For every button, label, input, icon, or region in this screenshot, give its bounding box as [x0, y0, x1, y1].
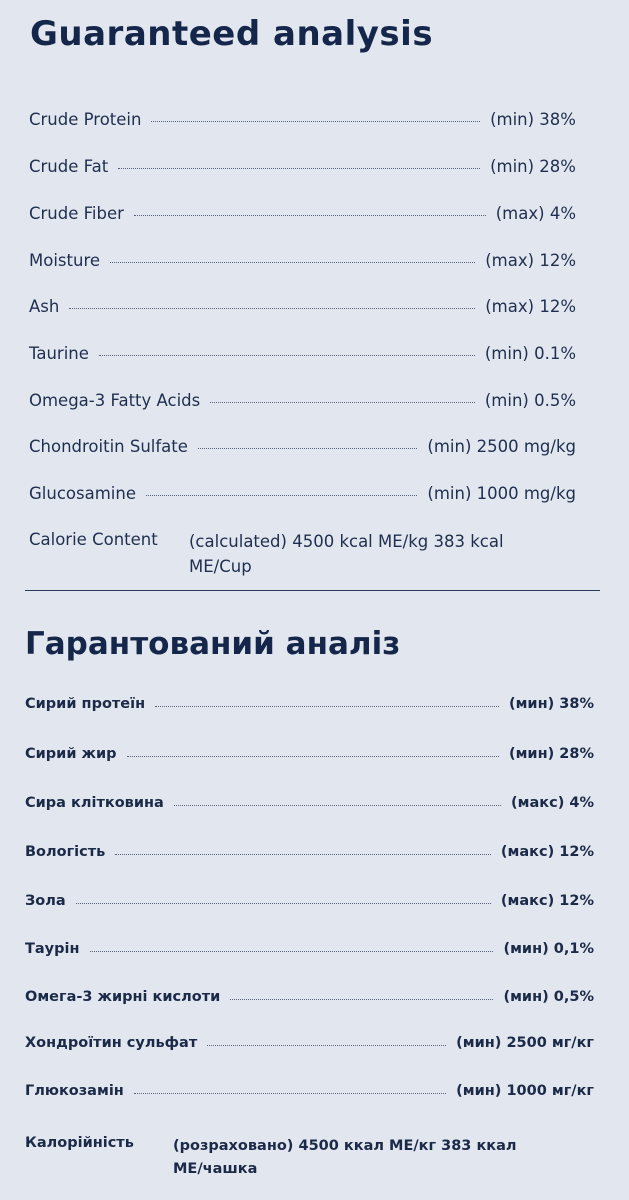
row-label: Calorie Content — [29, 530, 158, 549]
dotted-leader — [110, 262, 475, 263]
dotted-leader — [134, 1093, 446, 1094]
analysis-row-ash — [29, 297, 576, 316]
row-value: (мин) 38% — [508, 696, 594, 712]
row-label: Ash — [29, 297, 60, 316]
dotted-leader — [230, 999, 493, 1000]
analysis-row-ua-protein — [25, 696, 594, 712]
row-value: (мин) 28% — [508, 746, 594, 762]
analysis-row-ua-fat — [25, 746, 594, 762]
row-label: Crude Fiber — [29, 204, 124, 223]
row-label: Хондроїтин сульфат — [25, 1035, 198, 1051]
dotted-leader — [127, 756, 499, 757]
analysis-row-ua-ash — [25, 893, 594, 909]
row-label: Glucosamine — [29, 484, 136, 503]
row-label: Taurine — [29, 344, 89, 363]
dotted-leader — [99, 355, 475, 356]
dotted-leader — [151, 121, 480, 122]
analysis-row-glucosamine — [29, 484, 576, 503]
dotted-leader — [115, 854, 491, 855]
row-label: Сирий жир — [25, 746, 117, 762]
row-label: Crude Fat — [29, 157, 109, 176]
title-ukrainian: Гарантований аналіз — [25, 626, 401, 662]
calorie-content-row — [29, 530, 539, 579]
analysis-row-moisture — [29, 251, 576, 270]
dotted-leader — [146, 495, 417, 496]
row-value: (min) 2500 mg/kg — [427, 437, 576, 456]
dotted-leader — [174, 805, 501, 806]
row-label: Калорійність — [25, 1135, 134, 1151]
dotted-leader — [134, 215, 486, 216]
title-english: Guaranteed analysis — [30, 14, 434, 54]
analysis-row-crude-fat — [29, 157, 576, 176]
row-label: Сирий протеїн — [25, 696, 146, 712]
analysis-row-ua-taurine — [25, 941, 594, 957]
dotted-leader — [76, 903, 491, 904]
row-value: (мин) 2500 мг/кг — [456, 1035, 594, 1051]
row-value: (мин) 0,5% — [503, 989, 594, 1005]
dotted-leader — [198, 448, 417, 449]
dotted-leader — [155, 706, 499, 707]
section-divider — [25, 590, 600, 591]
row-value: (min) 0.5% — [484, 391, 576, 410]
row-label: Зола — [25, 893, 66, 909]
row-value: (розраховано) 4500 ккал МЕ/кг 383 ккал МЕ/чашка — [173, 1138, 517, 1177]
row-value: (max) 4% — [495, 204, 576, 223]
row-value: (макс) 12% — [500, 893, 594, 909]
analysis-row-ua-fiber — [25, 795, 594, 811]
row-label: Сира клітковина — [25, 795, 164, 811]
dotted-leader — [118, 168, 480, 169]
analysis-row-chondroitin — [29, 437, 576, 456]
row-value: (макс) 12% — [500, 844, 594, 860]
analysis-row-crude-fiber — [29, 204, 576, 223]
analysis-row-ua-omega-3 — [25, 989, 594, 1005]
row-label: Moisture — [29, 251, 101, 270]
row-value: (мин) 1000 мг/кг — [456, 1083, 594, 1099]
row-label: Вологість — [25, 844, 106, 860]
analysis-row-ua-chondroitin — [25, 1035, 594, 1051]
row-label: Chondroitin Sulfate — [29, 437, 188, 456]
row-value: (min) 0.1% — [484, 344, 576, 363]
dotted-leader — [69, 308, 475, 309]
analysis-row-ua-glucosamine — [25, 1083, 594, 1099]
row-value: (min) 28% — [490, 157, 576, 176]
row-value: (мин) 0,1% — [503, 941, 594, 957]
row-label: Глюкозамін — [25, 1083, 124, 1099]
row-value: (max) 12% — [485, 297, 576, 316]
analysis-row-taurine — [29, 344, 576, 363]
analysis-row-ua-moisture — [25, 844, 594, 860]
analysis-row-crude-protein — [29, 110, 576, 129]
row-label: Омега-3 жирні кислоти — [25, 989, 221, 1005]
dotted-leader — [90, 951, 494, 952]
row-label: Omega-3 Fatty Acids — [29, 391, 201, 410]
dotted-leader — [207, 1045, 446, 1046]
row-value: (calculated) 4500 kcal ME/kg 383 kcal ME/Cup — [189, 532, 504, 576]
dotted-leader — [210, 402, 475, 403]
row-value: (min) 38% — [490, 110, 576, 129]
row-value: (min) 1000 mg/kg — [427, 484, 576, 503]
row-label: Crude Protein — [29, 110, 142, 129]
row-value: (макс) 4% — [511, 795, 594, 811]
analysis-row-omega-3 — [29, 391, 576, 410]
calorie-content-row-ua — [25, 1135, 543, 1181]
row-value: (max) 12% — [485, 251, 576, 270]
row-label: Таурін — [25, 941, 80, 957]
